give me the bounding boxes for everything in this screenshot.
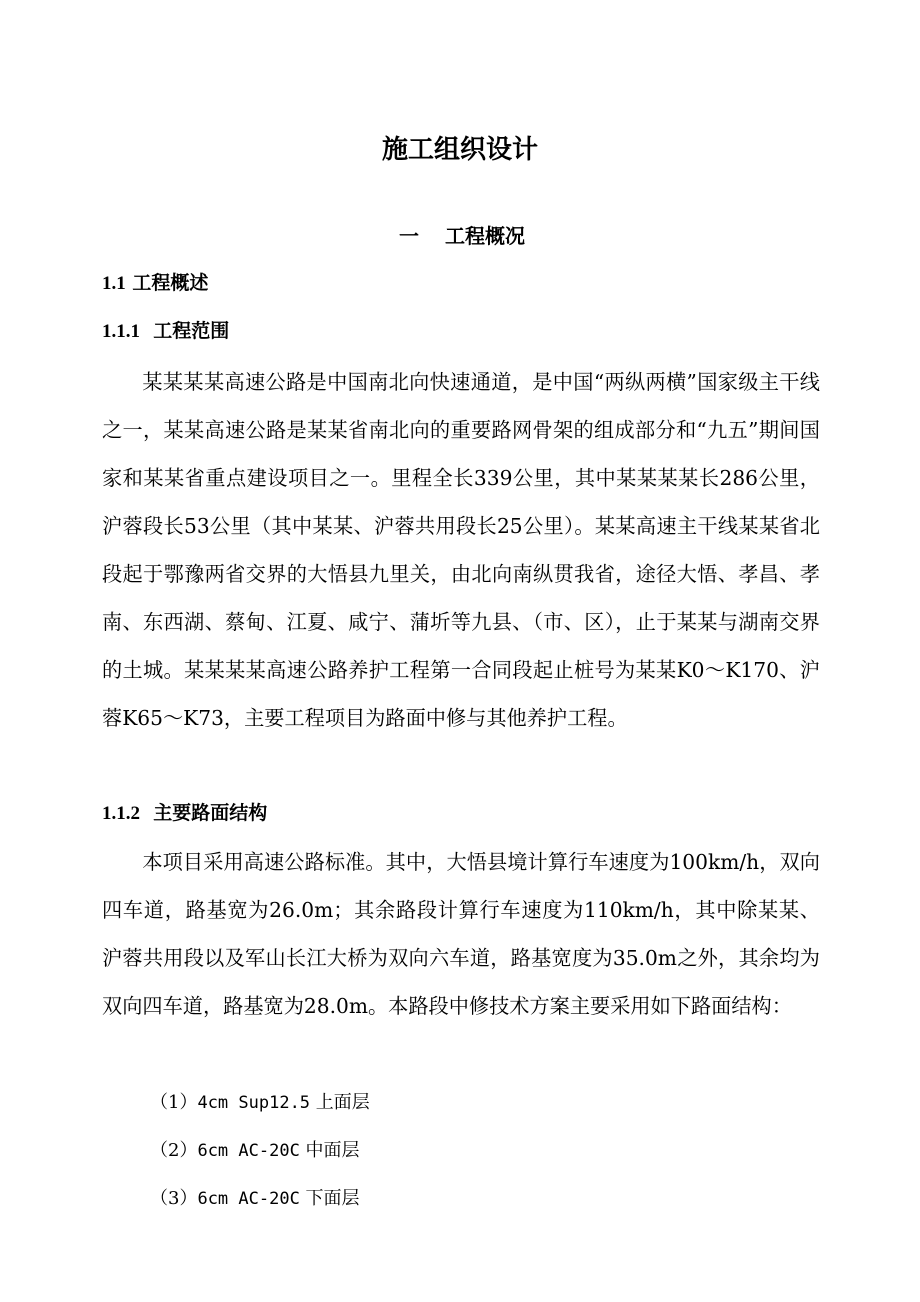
- list-item: [150, 1136, 360, 1166]
- section-title: 工程概述: [132, 272, 209, 294]
- chapter-title: 工程概况: [445, 224, 525, 248]
- layer-spec: 6cm AC-20C: [197, 1141, 300, 1161]
- section-heading-1-1: [102, 268, 208, 299]
- section-heading-1-1-1: [102, 316, 229, 347]
- chapter-number: 一: [399, 224, 419, 248]
- list-prefix: （1）: [150, 1092, 198, 1113]
- layer-spec: 4cm Sup12.5: [197, 1093, 311, 1113]
- section-number: 1.1.1: [102, 321, 140, 342]
- layer-spec: 6cm AC-20C: [197, 1189, 300, 1209]
- section-heading-1-1-2: [102, 798, 267, 829]
- section-title: 主要路面结构: [153, 802, 268, 824]
- list-prefix: （3）: [150, 1188, 198, 1209]
- list-item: [150, 1088, 370, 1118]
- layer-name: 上面层: [315, 1092, 370, 1113]
- chapter-heading: [0, 220, 920, 252]
- section-title: 工程范围: [153, 320, 230, 342]
- document-title: 施工组织设计: [381, 135, 538, 165]
- list-prefix: （2）: [150, 1140, 198, 1161]
- paragraph-project-scope: 某某某某高速公路是中国南北向快速通道，是中国“两纵两横”国家级主干线之一，某某高速公路是某某省南北向的重要路网骨架的组成部分和“九五”期间国家和某某省重点建设项目之一。里程全长339公里，其中某某某某长286公里，沪蓉段长53公里（其中某某、沪蓉共用段长25公里）。某某高速主干线某某省北段起于鄂豫两省交界的大悟县九里关，由北向南纵贯我省，途径大悟、孝昌、孝南、东西湖、蔡甸、江夏、咸宁、蒲圻等九县、（市、区），止于某某与湖南交界的土城。某某某某高速公路养护工程第一合同段起止桩号为某某K0～K170、沪蓉K65～K73，主要工程项目为路面中修与其他养护工程。: [102, 370, 820, 730]
- list-item: [150, 1184, 360, 1214]
- section-number: 1.1: [102, 273, 126, 294]
- layer-name: 下面层: [305, 1188, 360, 1209]
- paragraph-pavement-structure: 本项目采用高速公路标准。其中，大悟县境计算行车速度为100km/h，双向四车道，路基宽为26.0m；其余路段计算行车速度为110km/h，其中除某某、沪蓉共用段以及军山长江大桥为双向六车道，路基宽度为35.0m之外，其余均为双向四车道，路基宽为28.0m。本路段中修技术方案主要采用如下路面结构：: [102, 850, 820, 1018]
- section-number: 1.1.2: [102, 803, 140, 824]
- layer-name: 中面层: [305, 1140, 360, 1161]
